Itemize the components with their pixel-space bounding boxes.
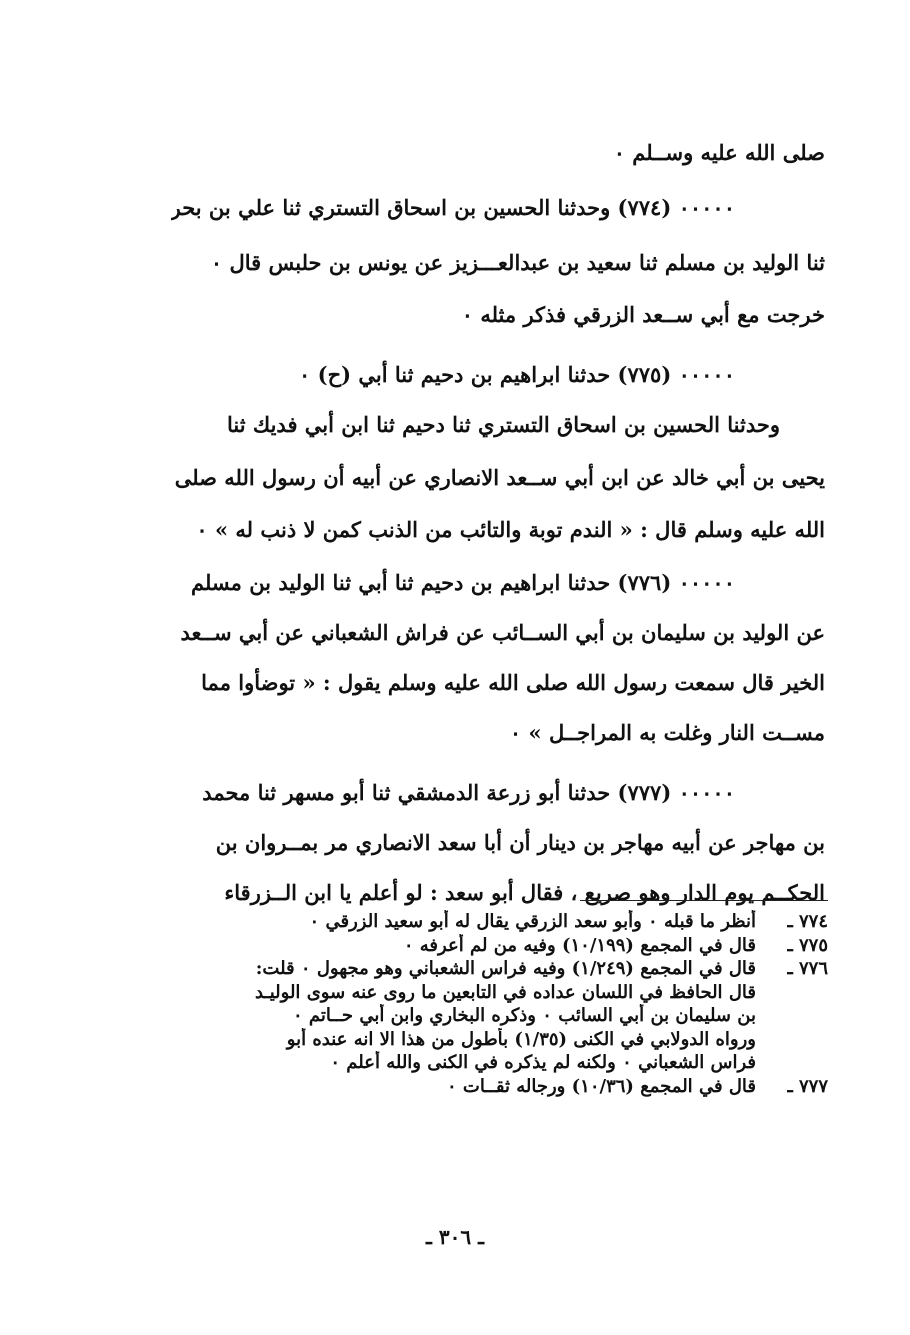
footnote-text: بن سليمان بن أبي السائب ٠ وذكره البخاري وابن أبي حــاتم ٠ — [292, 1005, 756, 1026]
footnote-774 — [110, 910, 828, 934]
text-line: صلى الله عليه وســلم ٠ — [613, 140, 825, 165]
footnote-text: فراس الشعباني ٠ ولكنه لم يذكره في الكنى والله أعلم ٠ — [330, 1052, 756, 1073]
footnote-number: ٧٧٥ ـ — [787, 934, 828, 956]
hadith-776-line: ٠٠٠٠٠ (٧٧٦) حدثنا ابراهيم بن دحيم ثنا أبي ثنا الوليد بن مسلم — [190, 570, 735, 595]
text-line: يحيى بن أبي خالد عن ابن أبي ســعد الانصاري عن أبيه أن رسول الله صلى — [174, 465, 825, 490]
footnote-text: قال في المجمع (١/٢٤٩) وفيه فراس الشعباني وهو مجهول ٠ قلت: — [255, 958, 756, 979]
text-line: عن الوليد بن سليمان بن أبي الســائب عن فراش الشعباني عن أبي ســعد — [180, 620, 825, 645]
page-number: ـ ٣٠٦ ـ — [426, 1225, 484, 1249]
footnote-number: ٧٧٤ ـ — [787, 911, 828, 932]
text-line: الخير قال سمعت رسول الله صلى الله عليه وسلم يقول : « توضأوا مما — [201, 670, 825, 695]
footnote-number: ٧٧٦ ـ — [787, 958, 828, 979]
footnote-text: قال الحافظ في اللسان عداده في التابعين ما روى عنه سوى الوليـد — [255, 981, 756, 1003]
text-line: وحدثنا الحسين بن اسحاق التستري ثنا دحيم ثنا ابن أبي فديك ثنا — [226, 412, 780, 437]
footnote-divider — [580, 900, 828, 901]
hadith-774-line: ٠٠٠٠٠ (٧٧٤) وحدثنا الحسين بن اسحاق التستري ثنا علي بن بحر — [170, 195, 735, 220]
hadith-777-line: ٠٠٠٠٠ (٧٧٧) حدثنا أبو زرعة الدمشقي ثنا أبو مسهر ثنا محمد — [202, 780, 735, 805]
footnote-776 — [110, 957, 828, 1075]
footnote-text: قال في المجمع (١٠/١٩٩) وفيه من لم أعرفه ٠ — [403, 934, 756, 956]
text-line: بن مهاجر عن أبيه مهاجر بن دينار أن أبا سعد الانصاري مر بمــروان بن — [215, 830, 825, 855]
footnote-number: ٧٧٧ ـ — [787, 1075, 828, 1097]
text-line: الحكــم يوم الدار وهو صريع ، فقال أبو سعد : لو أعلم يا ابن الــزرقاء — [224, 880, 825, 905]
footnote-777 — [110, 1075, 828, 1099]
footnote-text: أنظر ما قبله ٠ وأبو سعد الزرقي يقال له أبو سعيد الزرقي ٠ — [309, 911, 756, 932]
text-line: الله عليه وسلم قال : « الندم توبة والتائب من الذنب كمن لا ذنب له » ٠ — [196, 517, 825, 542]
text-line: ثنا الوليد بن مسلم ثنا سعيد بن عبدالعـــزيز عن يونس بن حلبس قال ٠ — [210, 250, 825, 275]
footnote-text: ورواه الدولابي في الكنى (١/٣٥) بأطول من هذا الا انه عنده أبو — [286, 1028, 756, 1050]
text-line: مســت النار وغلت به المراجــل » ٠ — [509, 720, 825, 745]
footnote-775 — [110, 934, 828, 958]
text-line: خرجت مع أبي ســعد الزرقي فذكر مثله ٠ — [461, 302, 825, 327]
hadith-775-line: ٠٠٠٠٠ (٧٧٥) حدثنا ابراهيم بن دحيم ثنا أبي (ح) ٠ — [299, 362, 735, 387]
footnote-text: قال في المجمع (١٠/٣٦) ورجاله ثقــات ٠ — [446, 1075, 756, 1097]
footnotes — [110, 910, 828, 1098]
